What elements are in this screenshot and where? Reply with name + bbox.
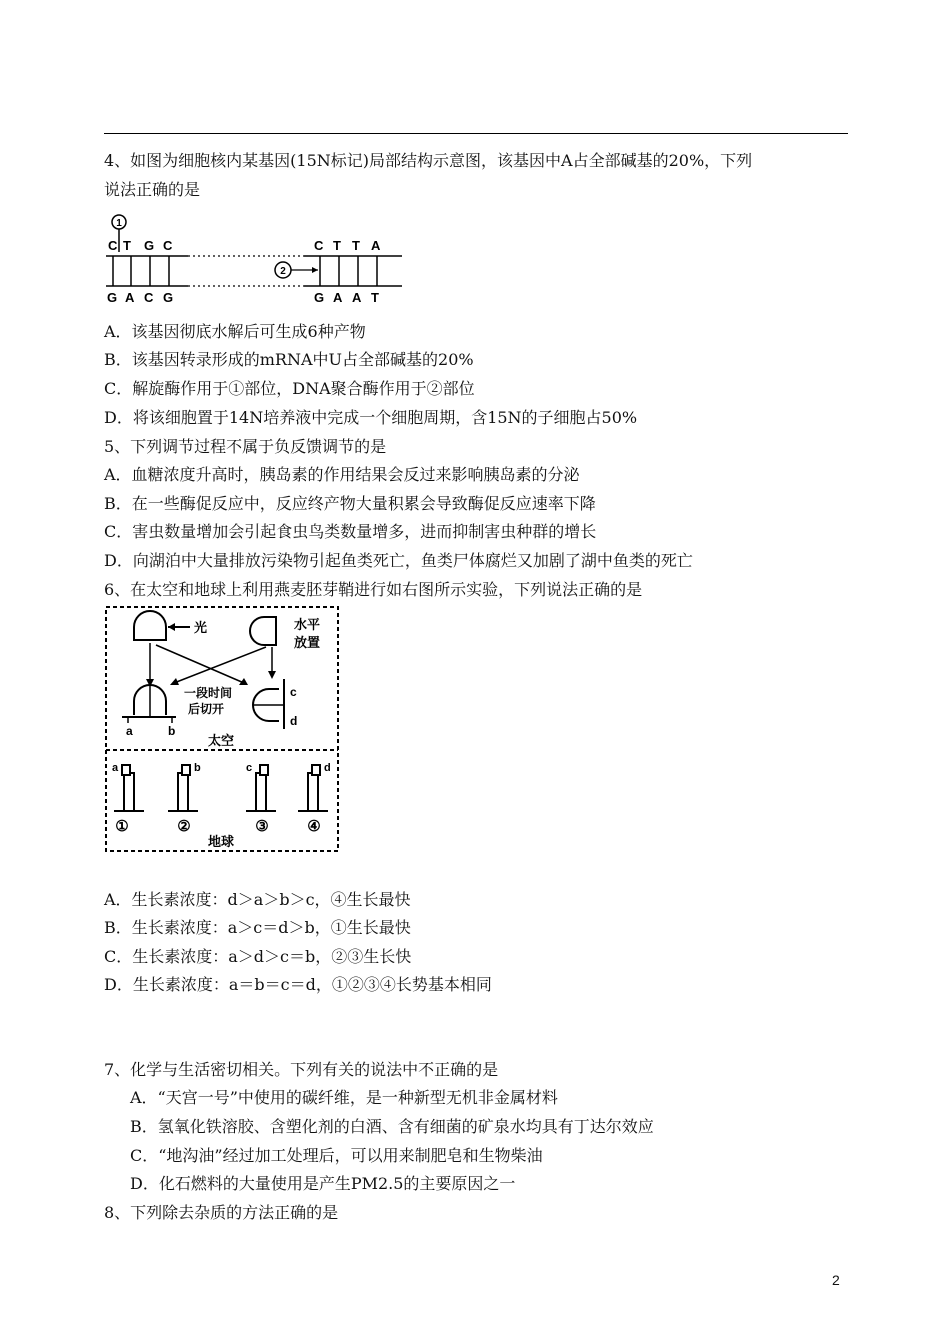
q5-option-a: A．血糖浓度升高时，胰岛素的作用结果会反过来影响胰岛素的分泌 — [104, 465, 580, 484]
cut-label-2: 后切开 — [188, 702, 225, 716]
svg-text:T: T — [123, 238, 131, 253]
q6-option-b: B．生长素浓度：a＞c＝d＞b，①生长最快 — [104, 918, 411, 937]
svg-text:G: G — [107, 290, 118, 304]
q6-option-a: A．生长素浓度：d＞a＞b＞c，④生长最快 — [104, 890, 411, 909]
svg-text:C: C — [144, 290, 154, 304]
q7-option-a: A．“天宫一号”中使用的碳纤维，是一种新型无机非金属材料 — [130, 1088, 558, 1107]
svg-text:C: C — [108, 238, 118, 253]
q4-option-b: B．该基因转录形成的mRNA中U占全部碱基的20% — [104, 350, 474, 369]
q4-stem-line1: 4、如图为细胞核内某基因(15N标记)局部结构示意图，该基因中A占全部碱基的20%，下列 — [104, 151, 753, 170]
svg-text:a: a — [126, 724, 133, 738]
process-arrows — [150, 643, 272, 683]
q5-option-b: B．在一些酶促反应中，反应终产物大量积累会导致酶促反应速率下降 — [104, 494, 596, 513]
q4-option-d: D．将该细胞置于14N培养液中完成一个细胞周期，含15N的子细胞占50% — [104, 408, 638, 427]
svg-text:d: d — [290, 714, 298, 728]
svg-text:G: G — [144, 238, 155, 253]
label-4: ④ — [307, 818, 321, 835]
svg-text:b: b — [194, 762, 201, 774]
q4-option-c: C．解旋酶作用于①部位，DNA聚合酶作用于②部位 — [104, 379, 475, 398]
label-2: ② — [177, 818, 191, 835]
base-pair-rungs — [113, 256, 377, 286]
q6-stem: 6、在太空和地球上利用燕麦胚芽鞘进行如右图所示实验，下列说法正确的是 — [104, 580, 643, 599]
space-label: 太空 — [208, 733, 235, 748]
svg-text:A: A — [371, 238, 381, 253]
q5-option-d: D．向湖泊中大量排放污染物引起鱼类死亡，鱼类尸体腐烂又加剧了湖中鱼类的死亡 — [104, 551, 693, 570]
header-rule — [104, 133, 848, 134]
bottom-left-bases — [107, 290, 173, 304]
svg-text:d: d — [324, 762, 331, 774]
earth-label: 地球 — [208, 834, 235, 849]
svg-text:T: T — [333, 238, 341, 253]
svg-text:A: A — [125, 290, 135, 304]
dna-structure-diagram — [104, 212, 404, 304]
light-label: 光 — [194, 620, 208, 635]
horizontal-label-1: 水平 — [294, 617, 321, 632]
svg-text:C: C — [163, 238, 173, 253]
q6-option-d: D．生长素浓度：a＝b＝c＝d，①②③④长势基本相同 — [104, 975, 492, 994]
svg-text:c: c — [246, 762, 253, 774]
svg-text:c: c — [290, 685, 297, 699]
label-1: ① — [115, 818, 129, 835]
coleoptile-1 — [114, 765, 144, 811]
q7-stem: 7、化学与生活密切相关。下列有关的说法中不正确的是 — [104, 1060, 499, 1079]
q7-option-b: B．氢氧化铁溶胶、含塑化剂的白酒、含有细菌的矿泉水均具有丁达尔效应 — [130, 1117, 654, 1136]
svg-text:G: G — [163, 290, 174, 304]
svg-text:b: b — [168, 724, 176, 738]
cut-label-1: 一段时间 — [184, 686, 233, 700]
svg-text:C: C — [314, 238, 324, 253]
page-number: 2 — [832, 1272, 840, 1288]
svg-text:a: a — [112, 762, 119, 774]
q6-option-c: C．生长素浓度：a＞d＞c＝b，②③生长快 — [104, 947, 412, 966]
q8-stem: 8、下列除去杂质的方法正确的是 — [104, 1203, 339, 1222]
label-3: ③ — [255, 818, 269, 835]
top-right-bases — [314, 238, 381, 253]
marker2-label: 2 — [280, 266, 286, 277]
q7-option-c: C．“地沟油”经过加工处理后，可以用来制肥皂和生物柴油 — [130, 1146, 543, 1165]
q4-stem-line2: 说法正确的是 — [104, 180, 201, 199]
q7-option-d: D．化石燃料的大量使用是产生PM2.5的主要原因之一 — [130, 1174, 516, 1193]
top-left-bases — [108, 238, 173, 253]
svg-text:A: A — [333, 290, 343, 304]
q4-option-a: A．该基因彻底水解后可生成6种产物 — [104, 322, 366, 341]
marker1-label: 1 — [116, 218, 122, 229]
svg-text:T: T — [352, 238, 360, 253]
coleoptile-experiment-diagram — [104, 605, 340, 853]
q5-stem: 5、下列调节过程不属于负反馈调节的是 — [104, 437, 387, 456]
horizontal-label-2: 放置 — [294, 635, 321, 650]
coleoptile-tip-light — [134, 611, 166, 640]
bottom-right-bases — [314, 290, 379, 304]
coleoptile-tip-horizontal — [250, 617, 276, 645]
svg-text:A: A — [352, 290, 362, 304]
q5-option-c: C．害虫数量增加会引起食虫鸟类数量增多，进而抑制害虫种群的增长 — [104, 522, 597, 541]
svg-text:T: T — [371, 290, 379, 304]
svg-text:G: G — [314, 290, 325, 304]
